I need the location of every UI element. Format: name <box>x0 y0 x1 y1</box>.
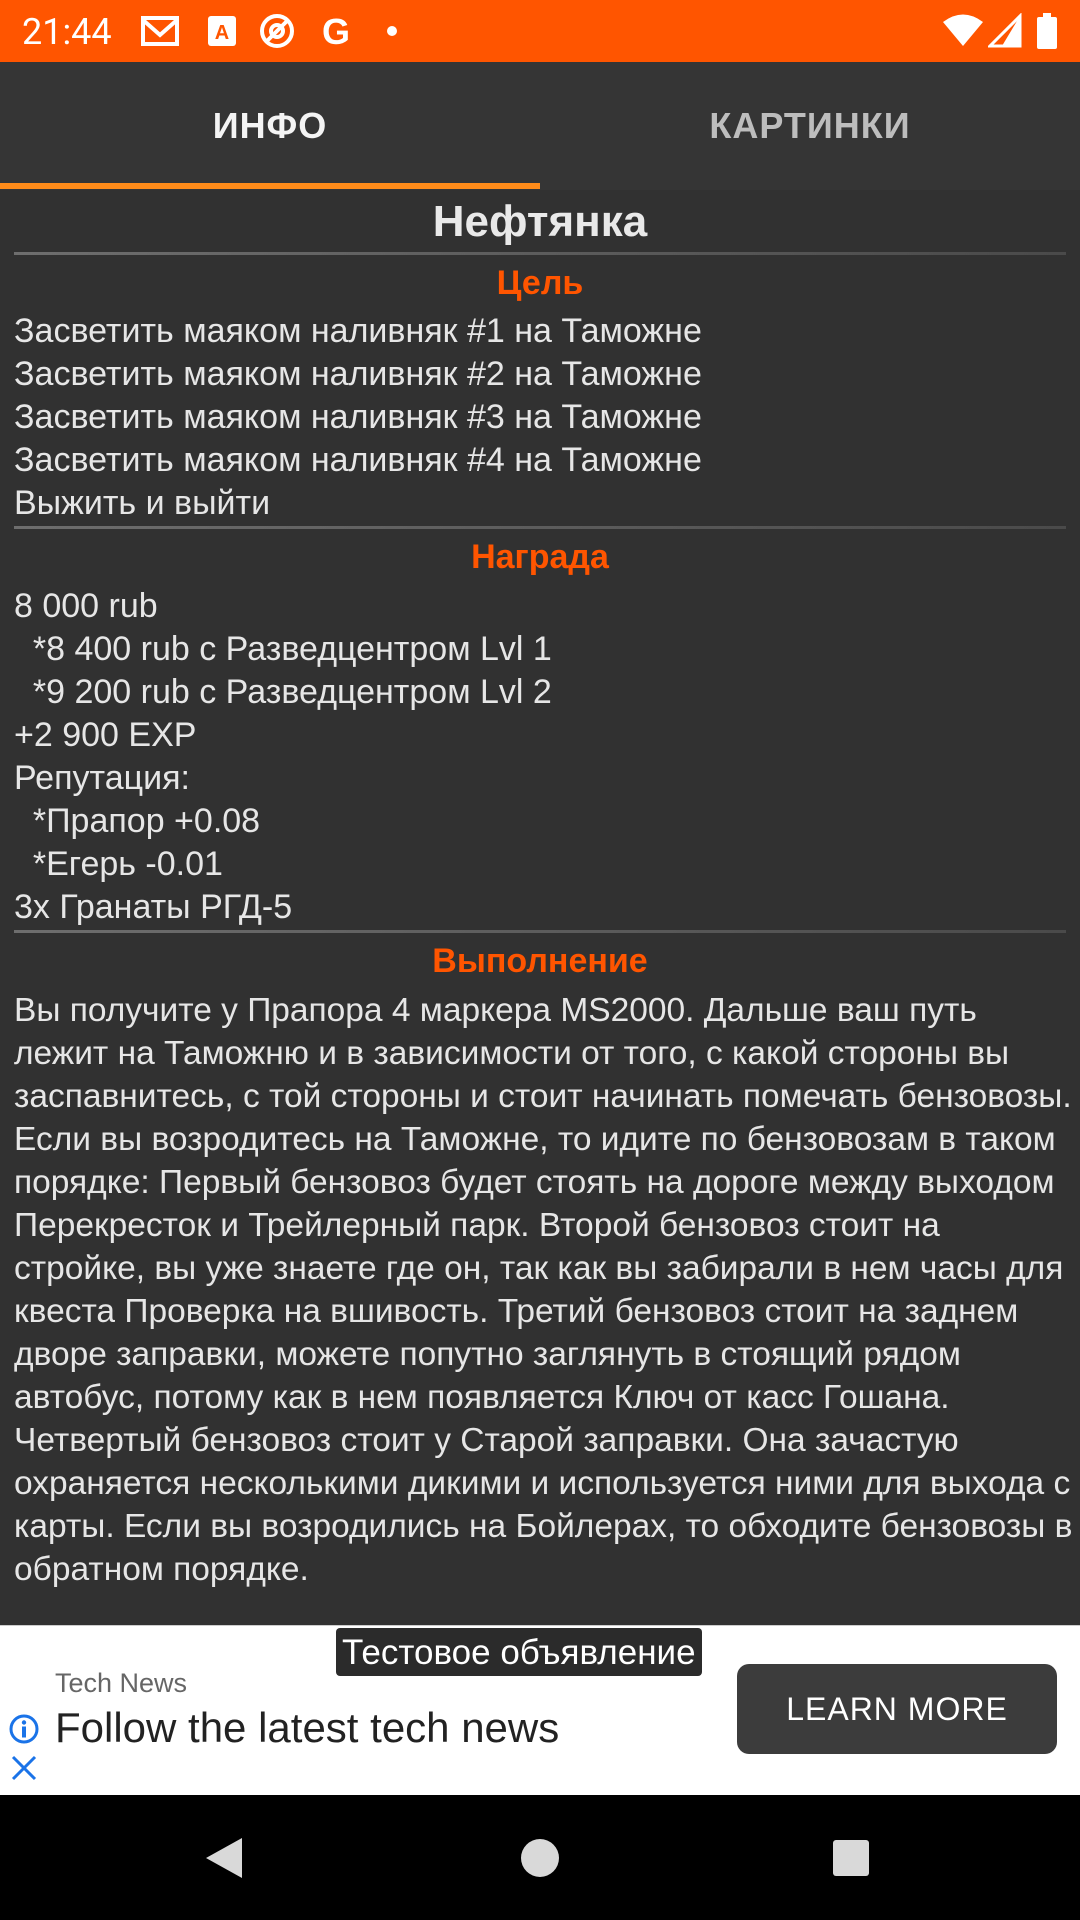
ad-banner[interactable] <box>0 1625 1080 1796</box>
tab-pictures[interactable]: КАРТИНКИ <box>709 105 911 146</box>
goal-item: Засветить маяком наливняк #3 на Таможне <box>14 398 702 436</box>
gmail-icon <box>140 13 180 49</box>
reward-item: +2 900 EXP <box>14 716 197 754</box>
reward-item: *9 200 rub с Разведцентром Lvl 2 <box>14 673 552 711</box>
tab-indicator <box>0 183 540 189</box>
svg-text:A: A <box>214 22 230 44</box>
target-icon <box>258 13 296 49</box>
walkthrough-heading: Выполнение <box>432 942 648 980</box>
tab-info[interactable]: ИНФО <box>212 105 328 146</box>
svg-text:G: G <box>321 13 351 49</box>
goal-item: Засветить маяком наливняк #4 на Таможне <box>14 441 702 479</box>
quest-title: Нефтянка <box>432 197 648 246</box>
reward-item: Репутация: <box>14 759 190 797</box>
goal-item: Засветить маяком наливняк #2 на Таможне <box>14 355 702 393</box>
info-icon[interactable] <box>8 1713 40 1745</box>
quest-content[interactable] <box>0 190 1080 1625</box>
goal-heading: Цель <box>496 264 584 302</box>
status-time: 21:44 <box>22 11 112 53</box>
status-bar <box>0 0 1080 62</box>
translate-icon <box>206 13 238 49</box>
walkthrough-text: Вы получите у Прапора 4 маркера MS2000. Дальше ваш путь лежит на Таможню и в зависимости от того, с какой стороны вы заспавнитесь, с той стороны и стоит начинать помечать бензовозы. Если вы возродитесь на Таможне, то идите по бензовозам в таком порядке: Первый бензовоз будет стоять на дороге между выходом Перекресток и Трейлерный парк. Второй бензовоз стоит на стройке, вы уже знаете где он, так как вы забирали в нем часы для квеста Проверка на вшивость. Третий бензовоз стоит на заднем дворе заправки, можете попутно заглянуть в стоящий рядом автобус, потому как в нем появляется Ключ от касс Гошана. Четвертый бензовоз стоит у Старой заправки. Она зачастую охраняется несколькими дикими и используется ними для выхода с карты. Если вы возродились на Бойлерах, то обходите бензовозы в обратном порядке. <box>14 992 1073 1588</box>
ad-headline[interactable]: Follow the latest tech news <box>55 1704 560 1751</box>
wifi-icon <box>942 13 984 49</box>
reward-item: *8 400 rub с Разведцентром Lvl 1 <box>14 630 552 668</box>
divider <box>14 930 1066 933</box>
goal-item: Засветить маяком наливняк #1 на Таможне <box>14 312 702 350</box>
home-icon[interactable] <box>515 1833 565 1883</box>
divider <box>14 526 1066 529</box>
reward-item: 8 000 rub <box>14 587 158 625</box>
goal-item: Выжить и выйти <box>14 484 271 522</box>
back-icon[interactable] <box>200 1833 250 1883</box>
divider <box>14 252 1066 255</box>
signal-icon <box>988 13 1022 49</box>
battery-icon <box>1036 13 1058 49</box>
reward-heading: Награда <box>471 538 609 576</box>
tab-bar <box>0 62 1080 190</box>
reward-item: 3x Гранаты РГД-5 <box>14 888 293 926</box>
recents-icon[interactable] <box>826 1833 876 1883</box>
ad-source: Tech News <box>55 1668 188 1698</box>
close-icon[interactable] <box>8 1752 40 1784</box>
navigation-bar <box>0 1795 1080 1920</box>
dot-icon <box>385 13 399 49</box>
learn-more-button[interactable]: LEARN MORE <box>737 1664 1057 1754</box>
google-icon <box>318 13 354 49</box>
reward-item: *Егерь -0.01 <box>14 845 223 883</box>
reward-item: *Прапор +0.08 <box>14 802 261 840</box>
ad-label: Тестовое объявление <box>336 1628 702 1676</box>
